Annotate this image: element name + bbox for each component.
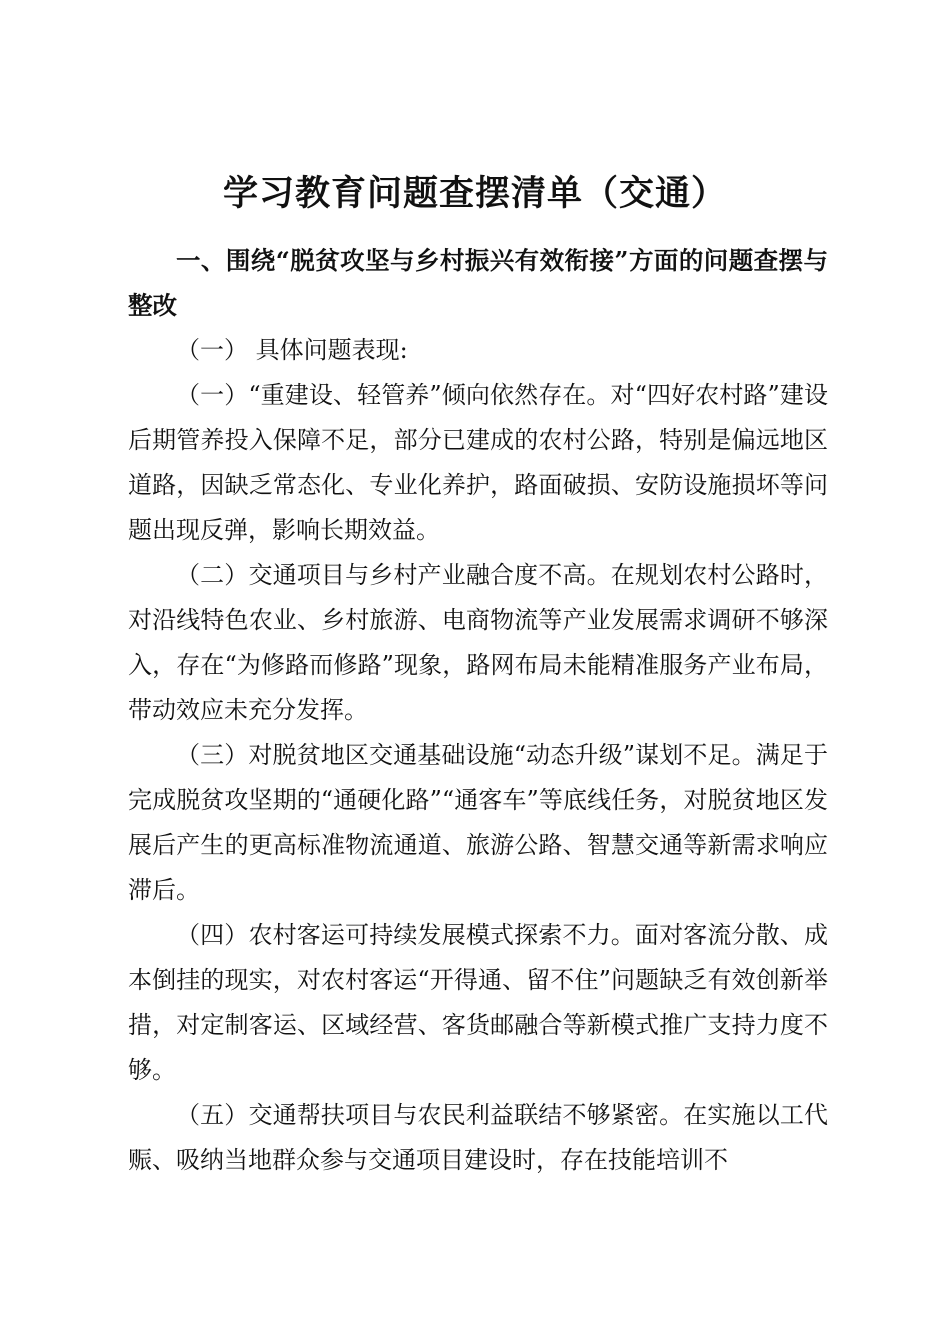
document-body [128,238,828,1183]
paragraph-1: （一）“重建设、轻管养”倾向依然存在。对“四好农村路”建设后期管养投入保障不足，部分已建成的农村公路，特别是偏远地区道路，因缺乏常态化、专业化养护，路面破损、安防设施损坏等问题出现反弹，影响长期效益。 [128,381,828,544]
document-title: 学习教育问题查摆清单（交通） [222,173,727,214]
section-heading: 一、围绕“脱贫攻坚与乡村振兴有效衔接”方面的问题查摆与整改 [128,246,828,320]
paragraph-2: （二）交通项目与乡村产业融合度不高。在规划农村公路时，对沿线特色农业、乡村旅游、电商物流等产业发展需求调研不够深入，存在“为修路而修路”现象，路网布局未能精准服务产业布局，带动效应未充分发挥。 [128,561,828,724]
paragraph-3: （三）对脱贫地区交通基础设施“动态升级”谋划不足。满足于完成脱贫攻坚期的“通硬化路”“通客车”等底线任务，对脱贫地区发展后产生的更高标准物流通道、旅游公路、智慧交通等新需求响应滞后。 [128,741,828,904]
subheading: （一） 具体问题表现: [176,336,408,364]
paragraph-5: （五）交通帮扶项目与农民利益联结不够紧密。在实施以工代赈、吸纳当地群众参与交通项目建设时，存在技能培训不 [128,1101,828,1174]
paragraph-4: （四）农村客运可持续发展模式探索不力。面对客流分散、成本倒挂的现实，对农村客运“开得通、留不住”问题缺乏有效创新举措，对定制客运、区域经营、客货邮融合等新模式推广支持力度不够。 [128,921,828,1084]
